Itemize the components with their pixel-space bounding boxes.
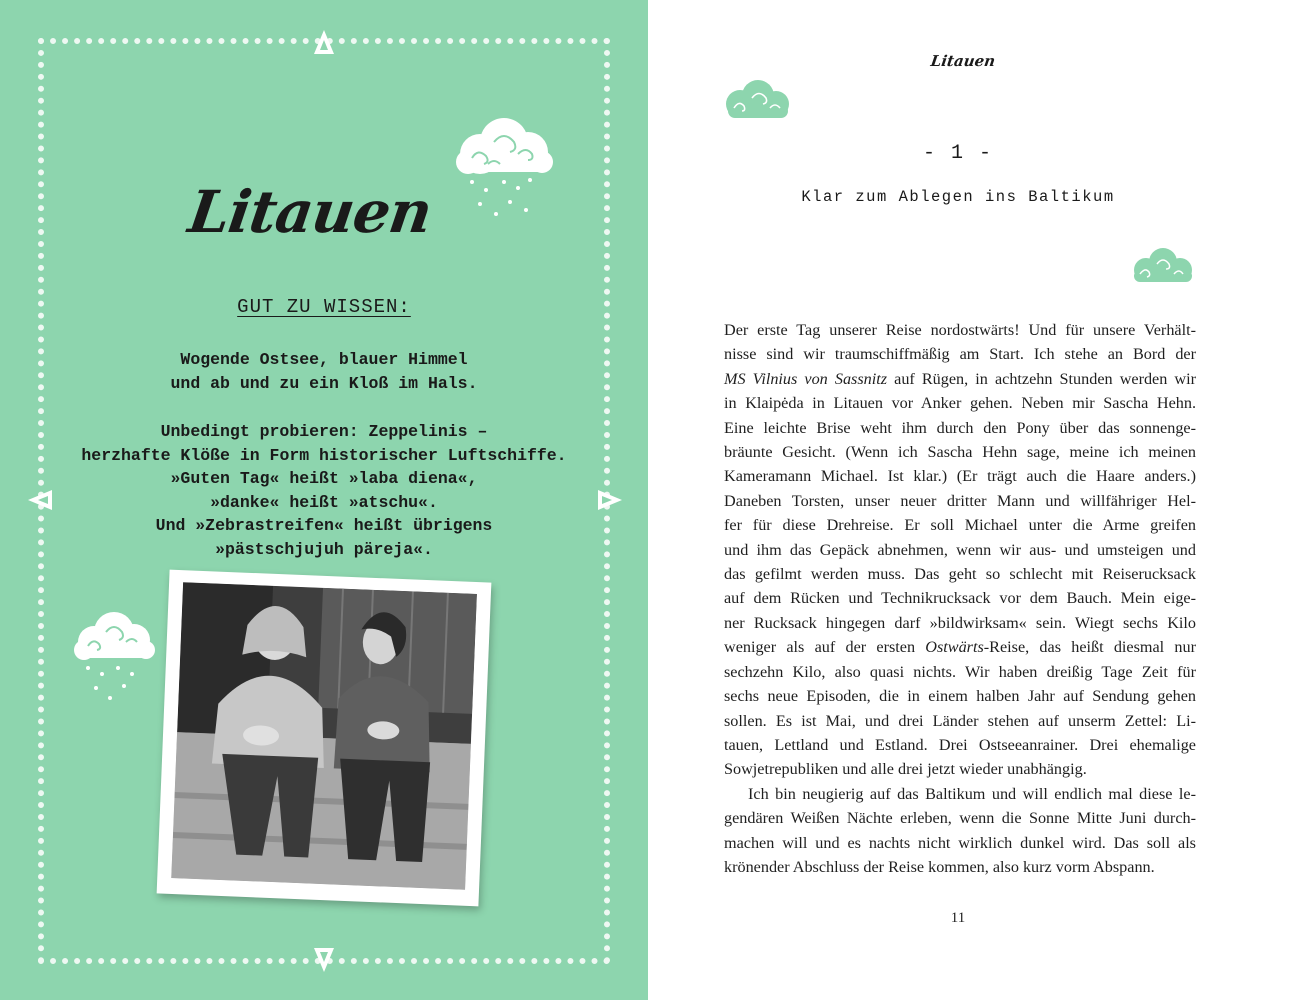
chapter-number: - 1 -	[922, 142, 993, 165]
photo-image	[171, 582, 477, 890]
arrow-left-icon	[28, 490, 52, 510]
arrow-down-icon	[314, 948, 334, 972]
text-line: weniger als auf der ersten Ostwärts-Reise, das heißt diesmal nur	[724, 638, 1196, 657]
fact-line: Und »Zebrastreifen« heißt übrigens	[155, 516, 493, 535]
chapter-title: Litauen	[184, 178, 436, 246]
fact-line: »danke« heißt »atschu«.	[210, 492, 438, 512]
text-line: in Klaipėda in Litauen vor Anker gehen. Neben mir Sascha Hehn.	[724, 394, 1196, 413]
text-line: nisse sind wir traumschiffmäßig am Start. Ich stehe an Bord der	[724, 345, 1196, 364]
text-line: bräunte Gesicht. (Wenn ich Sascha Hehn sage, meine ich meinen	[724, 443, 1196, 462]
fact-line: »Guten Tag« heißt »laba diena«,	[170, 469, 478, 488]
fact-line: »pästschjujuh päreja«.	[215, 539, 433, 559]
text-line: Ich bin neugierig auf das Baltikum und will endlich mal diese le-	[748, 784, 1196, 803]
text-line: sollen. Es ist Mai, und drei Länder stehen auf unserm Zettel: Li-	[724, 711, 1196, 730]
text-line: Sowjetrepubliken und alle drei jetzt wieder unabhängig.	[724, 760, 1087, 779]
arrow-right-icon	[598, 490, 622, 510]
text-line: ner Rucksack hingegen darf »bildwirksam« sein. Wiegt sechs Kilo	[724, 613, 1196, 632]
running-head: Litauen	[929, 52, 997, 70]
text-line: sechzehn Kilo, also quasi nichts. Wir haben dreißig Tage Zeit für	[724, 662, 1196, 681]
text-line: tauen, Lettland und Estland. Drei Ostseeanrainer. Drei ehemalige	[724, 735, 1196, 754]
good-to-know-heading	[0, 296, 648, 318]
text-line: Der erste Tag unserer Reise nordostwärts! Und für unsere Verhält-	[724, 321, 1196, 339]
text-line: MS Vilnius von Sassnitz auf Rügen, in achtzehn Stunden werden wir	[724, 369, 1196, 388]
body-text	[724, 318, 1196, 879]
text-line: gendären Weißen Nächte erleben, wenn die Sonne Mitte Juni durch-	[724, 809, 1196, 828]
text-line: krönender Abschluss der Reise kommen, also kurz vorm Abspann.	[724, 857, 1155, 876]
photo-scene	[171, 582, 477, 890]
page-number: 11	[950, 910, 966, 926]
text-line: machen will und es nachts nicht wirklich dunkel wird. Das soll als	[724, 833, 1196, 852]
fact-line: und ab und zu ein Kloß im Hals.	[170, 373, 478, 393]
fact-line: Unbedingt probieren: Zeppelinis –	[160, 422, 488, 441]
facts-block-2	[60, 420, 588, 561]
text-line: das gefilmt werden muss. Das geht so schlecht mit Reiserucksack	[724, 565, 1196, 584]
polaroid-photo	[157, 570, 492, 907]
arrow-up-icon	[314, 30, 334, 54]
text-line: auf dem Rücken und Technikrucksack vor dem Bauch. Mein eige-	[724, 589, 1196, 608]
good-to-know-label: GUT ZU WISSEN:	[237, 296, 411, 318]
text-line: fer für diese Drehreise. Er soll Michael unter die Arme greifen	[724, 516, 1196, 535]
cloud-icon	[722, 80, 792, 124]
text-line: sechs neue Episoden, die in einem halben Jahr auf Sendung gehen	[724, 687, 1196, 706]
fact-line: Wogende Ostsee, blauer Himmel	[180, 350, 468, 369]
right-page	[648, 0, 1295, 1000]
text-line: Kameramann Michael. Ist klar.) (Er trägt auch die Haare anders.)	[724, 467, 1196, 486]
cloud-with-snow-icon	[72, 610, 158, 706]
chapter-title: Klar zum Ablegen ins Baltikum	[801, 188, 1115, 206]
text-line: Eine leichte Brise weht ihm durch den Pony über das sonnenge-	[724, 418, 1196, 437]
cloud-with-snow-icon	[452, 116, 556, 224]
fact-line: herzhafte Klöße in Form historischer Luftschiffe.	[81, 445, 567, 465]
facts-block-1	[60, 348, 588, 395]
text-line: Daneben Torsten, unser neuer dritter Mann und willfähriger Hel-	[724, 491, 1196, 510]
text-line: und ihm das Gepäck abnehmen, wenn wir aus- und umsteigen und	[724, 540, 1196, 559]
cloud-icon	[1130, 248, 1196, 286]
